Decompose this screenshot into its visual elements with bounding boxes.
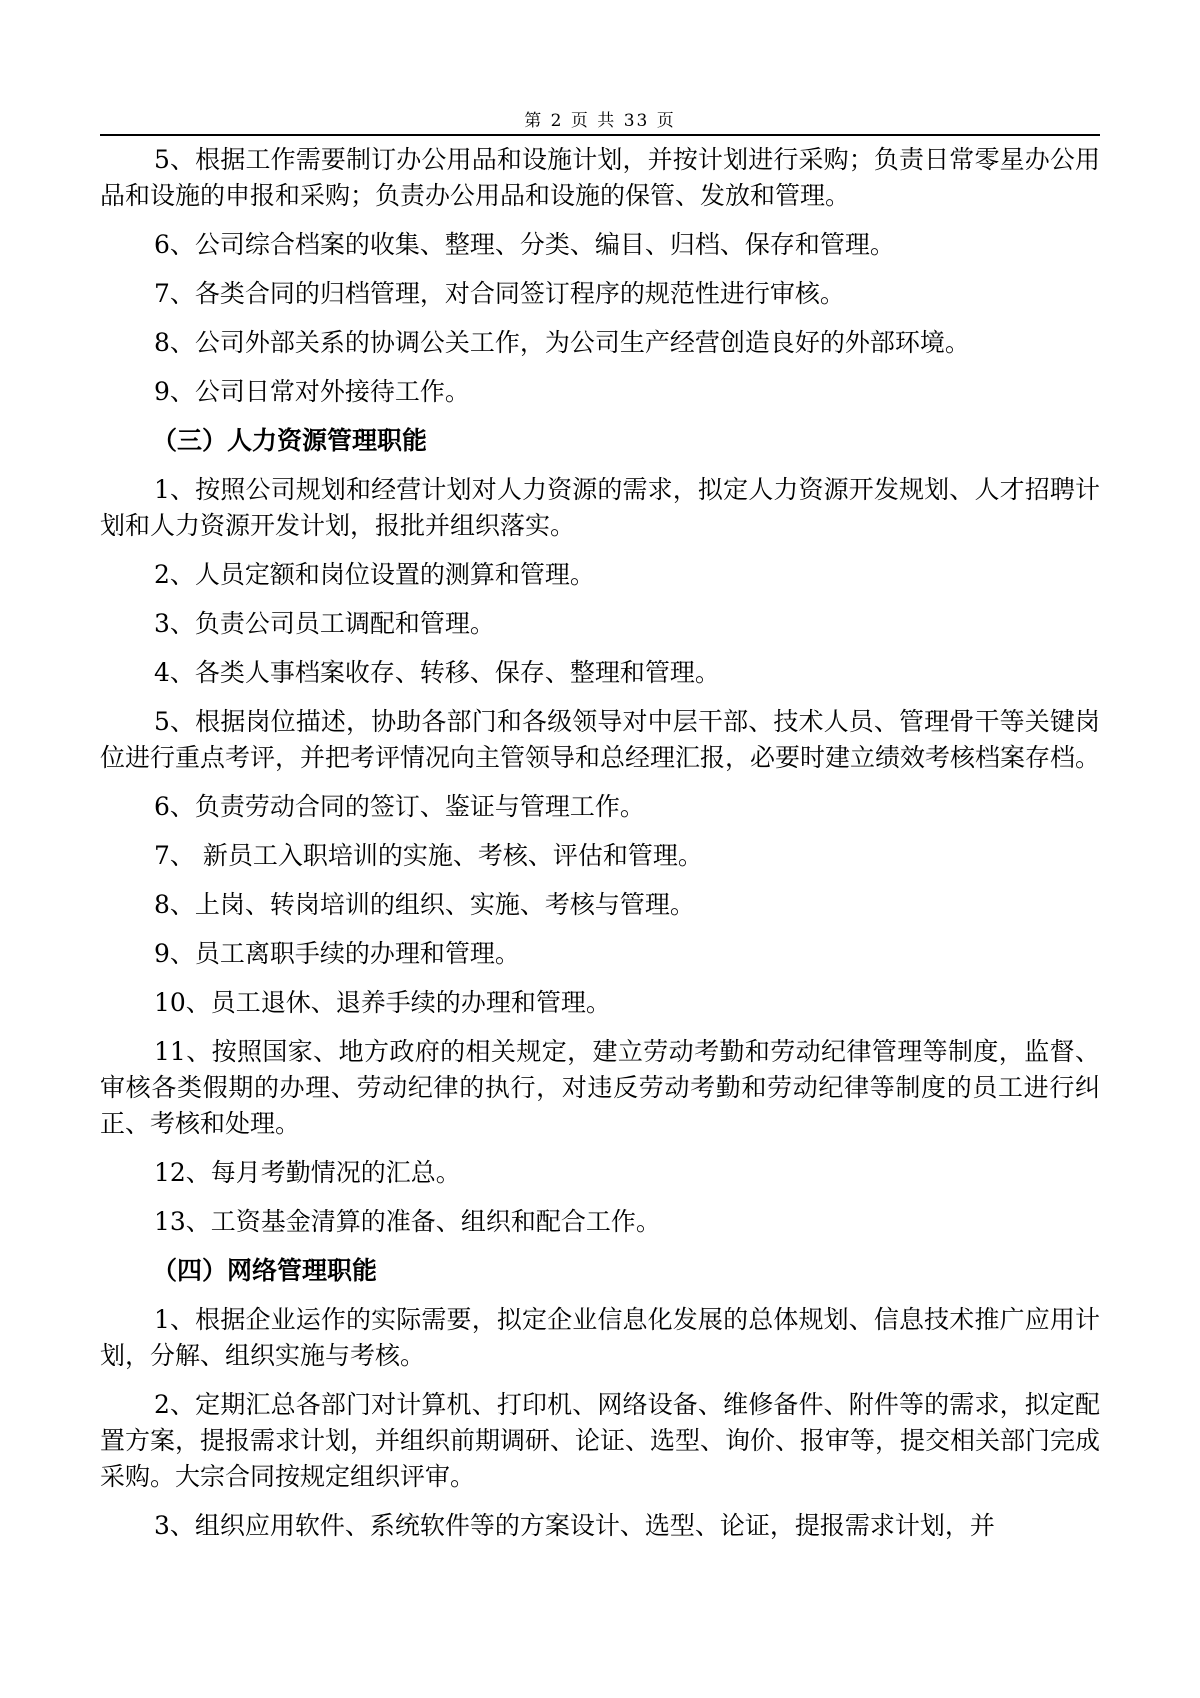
paragraph: 1、根据企业运作的实际需要，拟定企业信息化发展的总体规划、信息技术推广应用计划，分解、组织实施与考核。 [100, 1305, 1100, 1370]
paragraph: 12、每月考勤情况的汇总。 [154, 1158, 461, 1187]
paragraph: 6、负责劳动合同的签订、鉴证与管理工作。 [154, 792, 645, 821]
header-divider [100, 134, 1100, 136]
paragraph: 2、定期汇总各部门对计算机、打印机、网络设备、维修备件、附件等的需求，拟定配置方案，提报需求计划，并组织前期调研、论证、选型、询价、报审等，提交相关部门完成采购。大宗合同按规定组织评审。 [100, 1390, 1101, 1491]
paragraph: 3、负责公司员工调配和管理。 [154, 609, 495, 638]
paragraph: 5、根据岗位描述，协助各部门和各级领导对中层干部、技术人员、管理骨干等关键岗位进行重点考评，并把考评情况向主管领导和总经理汇报，必要时建立绩效考核档案存档。 [100, 707, 1101, 772]
section-heading: （三）人力资源管理职能 [152, 426, 428, 455]
paragraph: 8、上岗、转岗培训的组织、实施、考核与管理。 [154, 890, 695, 919]
paragraph: 5、根据工作需要制订办公用品和设施计划，并按计划进行采购；负责日常零星办公用品和设施的申报和采购；负责办公用品和设施的保管、发放和管理。 [100, 145, 1100, 210]
paragraph: 13、工资基金清算的准备、组织和配合工作。 [154, 1207, 661, 1236]
paragraph: 3、组织应用软件、系统软件等的方案设计、选型、论证，提报需求计划，并 [154, 1511, 995, 1540]
page-number-header: 第 2 页 共 33 页 [524, 111, 676, 131]
paragraph: 7、各类合同的归档管理，对合同签订程序的规范性进行审核。 [154, 279, 845, 308]
paragraph: 4、各类人事档案收存、转移、保存、整理和管理。 [154, 658, 720, 687]
paragraph: 2、人员定额和岗位设置的测算和管理。 [154, 560, 595, 589]
paragraph: 10、员工退休、退养手续的办理和管理。 [154, 988, 611, 1017]
paragraph: 1、按照公司规划和经营计划对人力资源的需求，拟定人力资源开发规划、人才招聘计划和人力资源开发计划，报批并组织落实。 [100, 475, 1100, 540]
paragraph: 8、公司外部关系的协调公关工作，为公司生产经营创造良好的外部环境。 [154, 328, 970, 357]
paragraph: 9、公司日常对外接待工作。 [154, 377, 470, 406]
paragraph: 7、 新员工入职培训的实施、考核、评估和管理。 [154, 841, 703, 870]
paragraph: 9、员工离职手续的办理和管理。 [154, 939, 520, 968]
paragraph: 11、按照国家、地方政府的相关规定，建立劳动考勤和劳动纪律管理等制度，监督、审核各类假期的办理、劳动纪律的执行，对违反劳动考勤和劳动纪律等制度的员工进行纠正、考核和处理。 [100, 1037, 1100, 1138]
section-heading: （四）网络管理职能 [152, 1256, 378, 1285]
document-body [100, 142, 1100, 1544]
paragraph: 6、公司综合档案的收集、整理、分类、编目、归档、保存和管理。 [154, 230, 895, 259]
